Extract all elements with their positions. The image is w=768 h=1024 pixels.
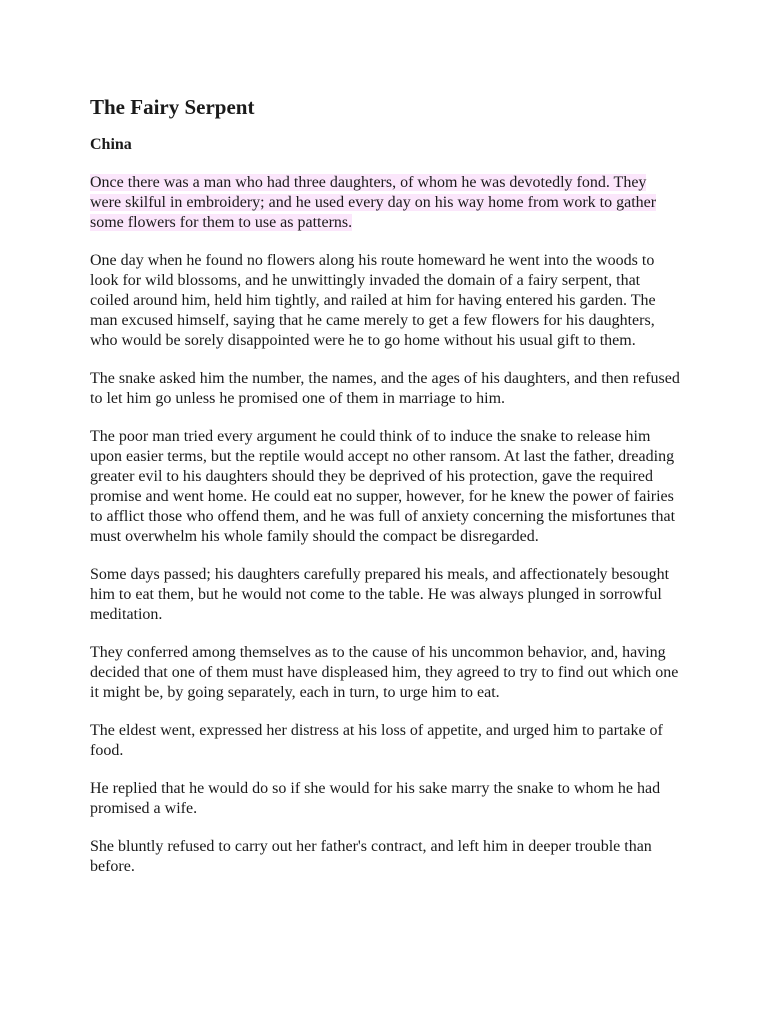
paragraph-3: The snake asked him the number, the names, and the ages of his daughters, and then refused to let him go unless he promised one of them in marriage to him. xyxy=(90,370,680,407)
paragraph-9: She bluntly refused to carry out her father's contract, and left him in deeper trouble than before. xyxy=(90,838,652,875)
document-region: China xyxy=(90,136,132,153)
paragraph-1 xyxy=(90,173,680,233)
paragraph-7: The eldest went, expressed her distress at his loss of appetite, and urged him to partake of food. xyxy=(90,722,663,759)
paragraph-6: They conferred among themselves as to the cause of his uncommon behavior, and, having decided that one of them must have displeased him, they agreed to try to find out which one it might be, by going separately, each in turn, to urge him to eat. xyxy=(90,644,679,701)
paragraph-2: One day when he found no flowers along his route homeward he went into the woods to look for wild blossoms, and he unwittingly invaded the domain of a fairy serpent, that coiled around him, held him tightly, and railed at him for having entered his garden. The man excused himself, saying that he came merely to get a few flowers for his daughters, who would be sorely disappointed were he to go home without his usual gift to them. xyxy=(90,252,656,349)
paragraph-5: Some days passed; his daughters carefully prepared his meals, and affectionately besought him to eat them, but he would not come to the table. He was always plunged in sorrowful meditation. xyxy=(90,566,670,623)
document-title: The Fairy Serpent xyxy=(90,95,255,119)
highlighted-text: Once there was a man who had three daughters, of whom he was devotedly fond. They were skilful in embroidery; and he used every day on his way home from work to gather some flowers for them to use as patterns. xyxy=(90,174,657,231)
paragraph-8: He replied that he would do so if she would for his sake marry the snake to whom he had promised a wife. xyxy=(90,780,661,817)
paragraph-4: The poor man tried every argument he could think of to induce the snake to release him upon easier terms, but the reptile would accept no other ransom. At last the father, dreading greater evil to his daughters should they be deprived of his protection, gave the required promise and went home. He could eat no supper, however, for he knew the power of fairies to afflict those who offend them, and he was full of anxiety concerning the misfortunes that must overwhelm his whole family should the compact be disregarded. xyxy=(90,428,676,545)
document-page xyxy=(90,93,680,877)
